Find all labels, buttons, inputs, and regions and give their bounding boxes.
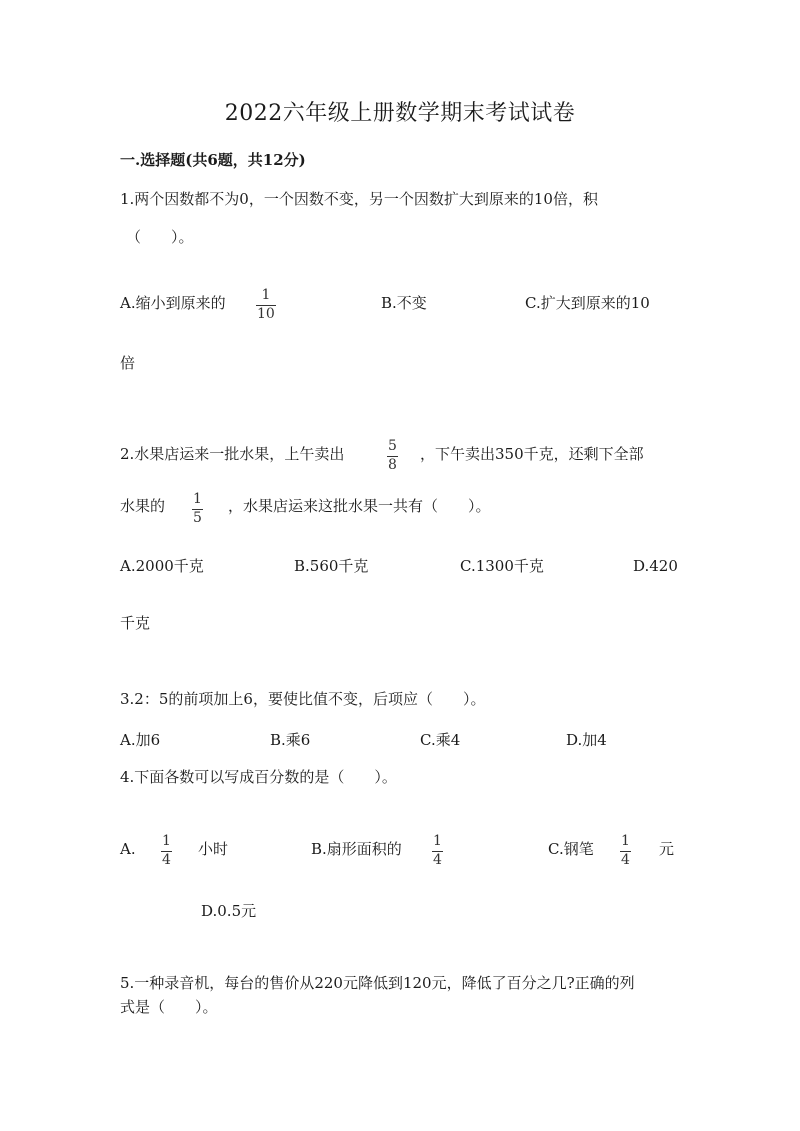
question-5-stem-cont: 式是（ ）。 xyxy=(120,998,218,1016)
question-4-option-d: D.0.5元 xyxy=(201,902,257,920)
fraction-one-tenth xyxy=(256,288,276,322)
question-4-option-c-unit: 元 xyxy=(659,840,675,858)
question-1-stem: 1.两个因数都不为0，一个因数不变，另一个因数扩大到原来的10倍，积 xyxy=(120,190,598,208)
page-title: 2022六年级上册数学期末考试试卷 xyxy=(224,101,576,126)
section-heading: 一.选择题(共6题，共12分) xyxy=(120,151,306,169)
question-3-option-a: A.加6 xyxy=(120,731,161,749)
fraction-numerator: 1 xyxy=(162,833,171,849)
question-3-option-b: B.乘6 xyxy=(270,731,311,749)
question-2-option-c: C.1300千克 xyxy=(460,557,544,575)
fraction-numerator: 1 xyxy=(193,491,202,507)
question-2-stem-b: ，下午卖出350千克，还剩下全部 xyxy=(420,445,644,463)
question-5-stem: 5.一种录音机，每台的售价从220元降低到120元，降低了百分之几?正确的列 xyxy=(120,974,635,992)
fraction-denominator: 5 xyxy=(193,510,202,526)
fraction-one-quarter xyxy=(620,834,631,868)
fraction-numerator: 5 xyxy=(388,438,397,454)
question-1-option-a: A.缩小到原来的 xyxy=(120,294,226,312)
question-1-stem-cont: （ ）。 xyxy=(126,228,194,246)
question-1-option-c-cont: 倍 xyxy=(120,354,136,372)
question-4-option-b: B.扇形面积的 xyxy=(311,840,402,858)
fraction-five-eighths xyxy=(387,439,398,473)
question-2-stem: 2.水果店运来一批水果，上午卖出 xyxy=(120,445,345,463)
question-4-option-c: C.钢笔 xyxy=(548,840,594,858)
fraction-numerator: 1 xyxy=(261,287,271,303)
question-2-stem-line2-b: ，水果店运来这批水果一共有（ ）。 xyxy=(228,497,491,515)
fraction-one-quarter xyxy=(432,834,443,868)
question-4-option-a: A. xyxy=(120,840,136,858)
fraction-numerator: 1 xyxy=(433,833,442,849)
fraction-numerator: 1 xyxy=(621,833,630,849)
question-3-option-d: D.加4 xyxy=(566,731,607,749)
question-2-option-d-cont: 千克 xyxy=(120,614,151,632)
question-2-stem-line2: 水果的 xyxy=(120,497,166,515)
fraction-denominator: 4 xyxy=(162,852,171,868)
question-2-option-b: B.560千克 xyxy=(294,557,369,575)
fraction-denominator: 10 xyxy=(257,306,275,322)
fraction-one-quarter xyxy=(161,834,172,868)
question-1-option-c: C.扩大到原来的10 xyxy=(525,294,650,312)
question-2-option-d: D.420 xyxy=(633,557,678,575)
question-3-option-c: C.乘4 xyxy=(420,731,461,749)
fraction-one-fifth xyxy=(192,492,203,526)
question-3-stem: 3.2：5的前项加上6，要使比值不变，后项应（ ）。 xyxy=(120,690,486,708)
question-2-option-a: A.2000千克 xyxy=(120,557,204,575)
fraction-denominator: 4 xyxy=(433,852,442,868)
question-4-option-a-unit: 小时 xyxy=(198,840,229,858)
question-4-stem: 4.下面各数可以写成百分数的是（ ）。 xyxy=(120,768,397,786)
fraction-denominator: 4 xyxy=(621,852,630,868)
fraction-denominator: 8 xyxy=(388,457,397,473)
question-1-option-b: B.不变 xyxy=(381,294,427,312)
